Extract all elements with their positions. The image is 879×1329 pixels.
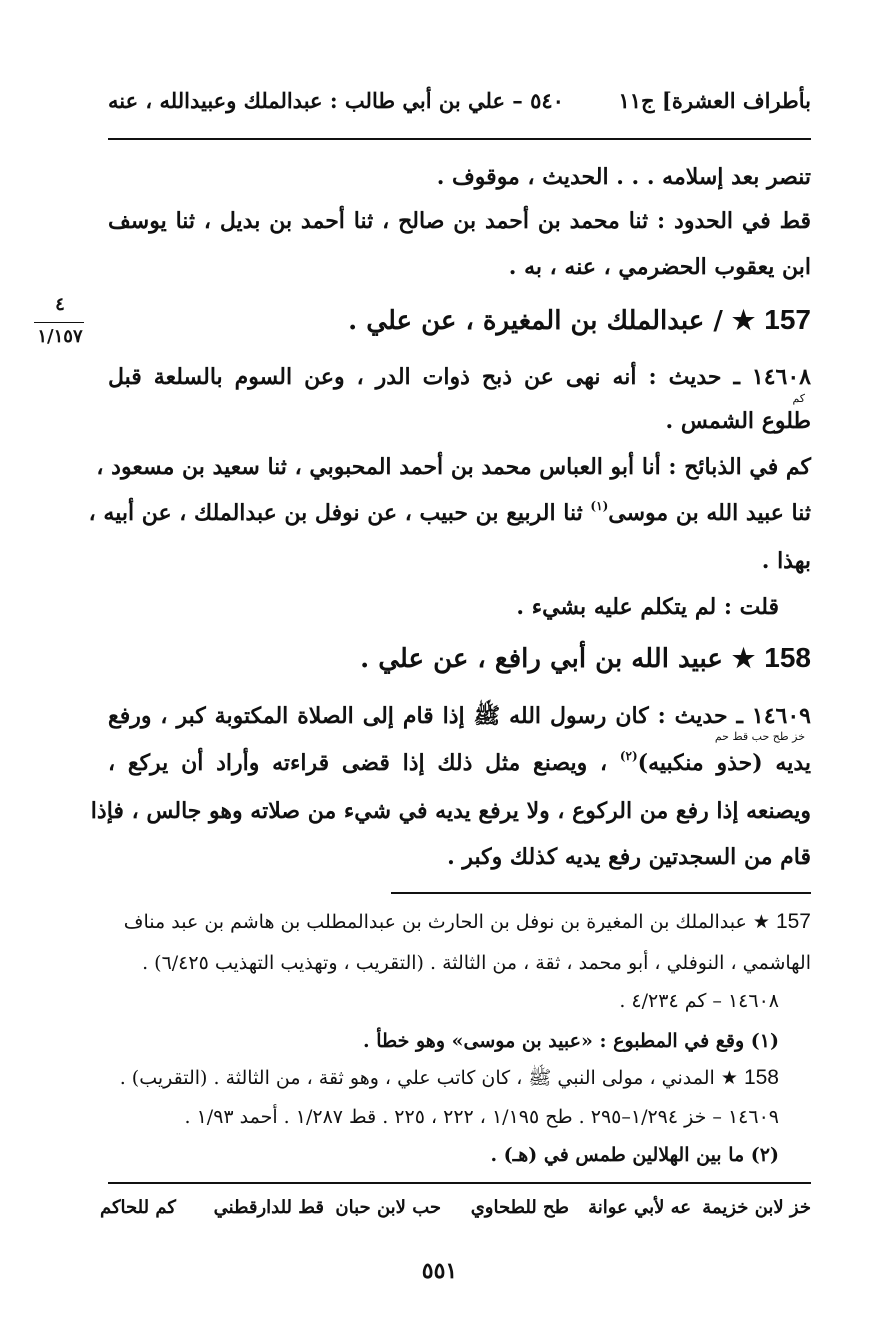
hadith-line: ١٤٦٠٩ ـ حديث : كان رسول الله ﷺ إذا قام إلى الصلاة المكتوبة كبر ، ورفع bbox=[108, 703, 811, 729]
footnote-marker: (٢) bbox=[619, 749, 638, 763]
abbreviation-item: قط للدارقطني bbox=[213, 1197, 324, 1218]
footnote-158 bbox=[120, 1066, 779, 1094]
entry-title: / عبدالملك بن المغيرة ، عن علي . bbox=[348, 306, 723, 336]
hadith-line: ١٤٦٠٨ ـ حديث : أنه نهى عن ذبح ذوات الدر ، وعن السوم بالسلعة قبل bbox=[108, 364, 811, 390]
body-line: تنصر بعد إسلامه . . . الحديث ، موقوف . bbox=[436, 164, 811, 190]
footnote-line: الهاشمي ، النوفلي ، أبو محمد ، ثقة ، من الثالثة . (التقريب ، وتهذيب التهذيب ٦/٤٢٥) . bbox=[142, 952, 811, 974]
running-header-left: ٥٤٠ – علي بن أبي طالب : عبدالملك وعبيدالله ، عنه bbox=[108, 88, 564, 113]
hadith-line: طلوع الشمس . bbox=[665, 408, 811, 434]
hadith-line: ويصنعه إذا رفع من الركوع ، ولا يرفع يديه في شيء من صلاته وهو جالس ، فإذا bbox=[90, 798, 811, 824]
footnote-157 bbox=[124, 910, 811, 934]
abbreviation-item: حب لابن حبان bbox=[335, 1197, 441, 1218]
source-sigla: خز طح حب قط حم bbox=[714, 730, 805, 743]
page-number: ٥٥١ bbox=[421, 1258, 458, 1284]
entry-heading-157 bbox=[348, 304, 811, 336]
abbreviation-item: عه لأبي عوانة bbox=[588, 1197, 691, 1218]
footnote-text: المدني ، مولى النبي ﷺ ، كان كاتب علي ، وهو ثقة ، من الثالثة . (التقريب) . bbox=[119, 1067, 715, 1089]
text-span: ثنا الربيع بن حبيب ، عن نوفل بن عبدالملك ، عن أبيه ، bbox=[88, 500, 591, 526]
entry-number: 157 bbox=[764, 304, 811, 335]
footnote-line: (١) وقع في المطبوع : «عبيد بن موسى» وهو خطأ . bbox=[363, 1030, 779, 1052]
running-header-right: بأطراف العشرة] ج١١ bbox=[618, 88, 811, 113]
text-span: ثنا عبيد الله بن موسى bbox=[608, 500, 811, 526]
entry-number: 157 bbox=[775, 910, 811, 933]
star-icon: ★ bbox=[731, 306, 756, 336]
abbreviations-rule bbox=[108, 1182, 811, 1184]
footnote-rule bbox=[391, 892, 811, 894]
footnote-line: ١٤٦٠٩ – خز ١/٢٩٤–٢٩٥ . طح ١/١٩٥ ، ٢٢٢ ، ٢٢٥ . قط ١/٢٨٧ . أحمد ١/٩٣ . bbox=[184, 1106, 779, 1128]
hadith-comment: قلت : لم يتكلم عليه بشيء . bbox=[516, 594, 779, 620]
abbreviation-item: كم للحاكم bbox=[100, 1197, 176, 1218]
entry-heading-158 bbox=[360, 642, 811, 674]
footnote-line: ١٤٦٠٨ – كم ٤/٢٣٤ . bbox=[619, 990, 779, 1012]
hadith-line: بهذا . bbox=[761, 548, 811, 574]
entry-title: عبيد الله بن أبي رافع ، عن علي . bbox=[360, 644, 723, 674]
abbreviation-item: خز لابن خزيمة bbox=[702, 1197, 811, 1218]
star-icon: ★ bbox=[752, 911, 770, 933]
text-span: ، ويصنع مثل ذلك إذا قضى قراءته وأراد أن يركع ، bbox=[108, 750, 620, 776]
body-line: ابن يعقوب الحضرمي ، عنه ، به . bbox=[508, 254, 811, 280]
hadith-line: كم في الذبائح : أنا أبو العباس محمد بن أحمد المحبوبي ، ثنا سعيد بن مسعود ، bbox=[96, 454, 811, 480]
body-line: قط في الحدود : ثنا محمد بن أحمد بن صالح ، ثنا أحمد بن بديل ، ثنا يوسف bbox=[108, 208, 811, 234]
text-span: يديه (حذو منكبيه) bbox=[637, 750, 811, 776]
hadith-line bbox=[108, 750, 811, 776]
margin-note-top: ٤ bbox=[55, 294, 65, 315]
margin-note-divider bbox=[34, 322, 84, 323]
star-icon: ★ bbox=[720, 1067, 738, 1089]
hadith-line bbox=[88, 499, 811, 526]
footnote-text: عبدالملك بن المغيرة بن نوفل بن الحارث بن عبدالمطلب بن هاشم بن عبد مناف bbox=[123, 911, 747, 933]
hadith-line: قام من السجدتين رفع يديه كذلك وكبر . bbox=[447, 844, 811, 870]
star-icon: ★ bbox=[731, 644, 756, 674]
abbreviation-item: طح للطحاوي bbox=[470, 1197, 569, 1218]
entry-number: 158 bbox=[743, 1066, 779, 1089]
entry-number: 158 bbox=[764, 642, 811, 673]
source-sigla: كم bbox=[792, 392, 805, 405]
header-rule bbox=[108, 138, 811, 140]
footnote-marker: (١) bbox=[590, 499, 609, 513]
footnote-line: (٢) ما بين الهلالين طمس في (هـ) . bbox=[490, 1144, 779, 1166]
margin-note-bottom: ١/١٥٧ bbox=[37, 326, 83, 347]
